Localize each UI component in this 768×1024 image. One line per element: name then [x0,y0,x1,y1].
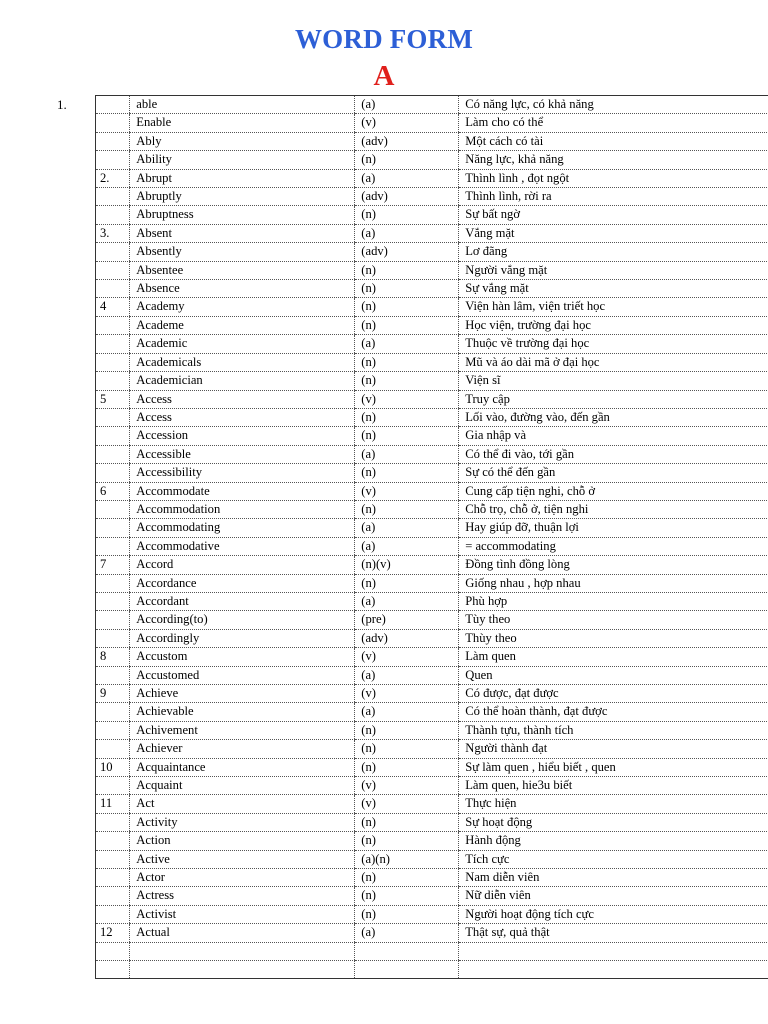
table-row [96,114,768,132]
meaning-cell: Thực hiện [459,795,768,813]
word-type-cell: (n) [355,574,459,592]
entry-number [96,813,130,831]
table-row [96,611,768,629]
word-cell: Ability [130,151,355,169]
meaning-cell: Làm quen, hie3u biết [459,777,768,795]
word-cell: Act [130,795,355,813]
word-type-cell: (a) [355,224,459,242]
table-row [96,703,768,721]
entry-number: 6 [96,482,130,500]
word-type-cell: (n) [355,869,459,887]
entry-number [96,96,130,114]
meaning-cell: Một cách có tài [459,132,768,150]
entry-number [96,611,130,629]
table-row [96,721,768,739]
meaning-cell [459,942,768,960]
meaning-cell: Có thể đi vào, tới gần [459,445,768,463]
meaning-cell: Thật sự, quả thật [459,924,768,942]
entry-number: 9 [96,685,130,703]
word-type-cell: (n) [355,758,459,776]
page-title: WORD FORM [294,24,474,54]
meaning-cell: Sự vắng mặt [459,280,768,298]
word-type-cell: (a) [355,335,459,353]
meaning-cell: Làm quen [459,648,768,666]
entry-number [96,408,130,426]
word-cell: Action [130,832,355,850]
meaning-cell: Sự có thể đến gần [459,464,768,482]
entry-number [96,353,130,371]
word-cell: Achivement [130,721,355,739]
entry-number [96,243,130,261]
word-cell: Accordant [130,592,355,610]
word-cell: Access [130,408,355,426]
word-cell: Achieve [130,685,355,703]
word-cell: Accommodative [130,537,355,555]
entry-number [96,666,130,684]
table-row [96,445,768,463]
word-type-cell: (a) [355,445,459,463]
meaning-cell: Làm cho có thể [459,114,768,132]
word-cell: Abrupt [130,169,355,187]
word-type-cell: (adv) [355,243,459,261]
table-row [96,758,768,776]
word-form-rows [96,96,768,979]
table-row [96,243,768,261]
table-row [96,151,768,169]
entry-number [96,592,130,610]
table-row [96,353,768,371]
table-row [96,556,768,574]
entry-number [96,316,130,334]
word-cell: Actual [130,924,355,942]
meaning-cell: Phù hợp [459,592,768,610]
entry-number [96,869,130,887]
entry-number [96,335,130,353]
meaning-cell: Cung cấp tiện nghi, chỗ ở [459,482,768,500]
table-row [96,132,768,150]
entry-number [96,261,130,279]
word-type-cell: (a) [355,666,459,684]
table-row [96,850,768,868]
word-type-cell: (a) [355,924,459,942]
word-cell: Academy [130,298,355,316]
table-row [96,316,768,334]
word-cell: Accommodate [130,482,355,500]
table-row [96,482,768,500]
word-cell: Accordingly [130,629,355,647]
entry-number [96,537,130,555]
word-cell: Accord [130,556,355,574]
table-row [96,685,768,703]
word-cell: Accustom [130,648,355,666]
word-type-cell: (v) [355,685,459,703]
word-cell: Accommodation [130,500,355,518]
meaning-cell: Vắng mặt [459,224,768,242]
entry-number: 3. [96,224,130,242]
table-row [96,519,768,537]
entry-number: 4 [96,298,130,316]
table-row [96,280,768,298]
entry-number [96,703,130,721]
entry-number [96,887,130,905]
entry-number: 5 [96,390,130,408]
meaning-cell: Hay giúp đỡ, thuận lợi [459,519,768,537]
table-row [96,169,768,187]
word-type-cell: (v) [355,795,459,813]
word-type-cell: (n) [355,316,459,334]
word-type-cell: (n) [355,298,459,316]
word-cell: Accession [130,427,355,445]
table-row [96,777,768,795]
word-cell: Active [130,850,355,868]
entry-number [96,280,130,298]
word-type-cell: (n)(v) [355,556,459,574]
meaning-cell: Nữ diễn viên [459,887,768,905]
entry-number [96,574,130,592]
word-cell: Enable [130,114,355,132]
entry-number [96,721,130,739]
word-form-table [95,95,768,979]
word-type-cell [355,942,459,960]
table-row [96,961,768,979]
word-cell: Accessible [130,445,355,463]
meaning-cell: Tích cực [459,850,768,868]
table-row [96,96,768,114]
word-cell: Actor [130,869,355,887]
meaning-cell: Thành tựu, thành tích [459,721,768,739]
word-type-cell: (a) [355,537,459,555]
meaning-cell: Thuộc về trường đại học [459,335,768,353]
table-row [96,206,768,224]
word-type-cell: (n) [355,832,459,850]
entry-number [96,132,130,150]
word-type-cell: (adv) [355,132,459,150]
word-cell [130,942,355,960]
table-row [96,740,768,758]
entry-number [96,188,130,206]
word-type-cell: (adv) [355,629,459,647]
word-type-cell: (v) [355,648,459,666]
word-cell: Academic [130,335,355,353]
entry-number [96,777,130,795]
meaning-cell: Nam diễn viên [459,869,768,887]
meaning-cell: Truy cập [459,390,768,408]
word-type-cell [355,961,459,979]
entry-number [96,942,130,960]
table-row [96,537,768,555]
table-row [96,464,768,482]
word-type-cell: (n) [355,721,459,739]
word-type-cell: (n) [355,280,459,298]
table-row [96,648,768,666]
word-type-cell: (v) [355,777,459,795]
entry-number: 10 [96,758,130,776]
table-row [96,574,768,592]
meaning-cell: Sự làm quen , hiểu biết , quen [459,758,768,776]
meaning-cell: Hành động [459,832,768,850]
table-row [96,832,768,850]
meaning-cell: Lối vào, đường vào, đến gần [459,408,768,426]
meaning-cell: Gia nhập và [459,427,768,445]
table-row [96,942,768,960]
word-type-cell: (v) [355,390,459,408]
word-cell: Accessibility [130,464,355,482]
word-cell: Access [130,390,355,408]
table-row [96,500,768,518]
word-type-cell: (a) [355,703,459,721]
meaning-cell: Thùy theo [459,629,768,647]
meaning-cell: Thình lình, rời ra [459,188,768,206]
word-type-cell: (a) [355,519,459,537]
table-row [96,592,768,610]
word-type-cell: (a)(n) [355,850,459,868]
entry-number [96,372,130,390]
entry-number [96,629,130,647]
word-cell: Accordance [130,574,355,592]
table-row [96,795,768,813]
word-type-cell: (n) [355,206,459,224]
word-cell: Acquaint [130,777,355,795]
word-type-cell: (v) [355,482,459,500]
table-row [96,924,768,942]
word-cell: Accommodating [130,519,355,537]
word-cell: Academician [130,372,355,390]
word-type-cell: (v) [355,114,459,132]
meaning-cell: Đồng tình đồng lòng [459,556,768,574]
table-row [96,905,768,923]
word-type-cell: (n) [355,261,459,279]
meaning-cell: Có được, đạt được [459,685,768,703]
meaning-cell: Sự bất ngờ [459,206,768,224]
entry-number: 8 [96,648,130,666]
meaning-cell: Giống nhau , hợp nhau [459,574,768,592]
table-row [96,887,768,905]
word-cell: Academicals [130,353,355,371]
word-cell: Activity [130,813,355,831]
word-type-cell: (n) [355,353,459,371]
word-cell: Academe [130,316,355,334]
entry-number [96,151,130,169]
entry-number [96,206,130,224]
word-cell: Achievable [130,703,355,721]
word-cell: Actress [130,887,355,905]
meaning-cell: Có năng lực, có khả năng [459,96,768,114]
meaning-cell: Người vắng mặt [459,261,768,279]
meaning-cell: Viện sĩ [459,372,768,390]
meaning-cell: Mũ và áo dài mã ở đại học [459,353,768,371]
entry-number [96,961,130,979]
word-cell: Activist [130,905,355,923]
word-type-cell: (n) [355,740,459,758]
word-cell: Abruptness [130,206,355,224]
entry-number: 12 [96,924,130,942]
meaning-cell: Lơ đãng [459,243,768,261]
meaning-cell: Sự hoạt động [459,813,768,831]
table-row [96,427,768,445]
word-cell: Ably [130,132,355,150]
word-cell: According(to) [130,611,355,629]
section-letter: A [373,60,395,92]
word-type-cell: (n) [355,151,459,169]
table-row [96,666,768,684]
word-type-cell: (a) [355,592,459,610]
word-type-cell: (n) [355,372,459,390]
word-type-cell: (n) [355,427,459,445]
word-type-cell: (n) [355,905,459,923]
table-row [96,408,768,426]
word-cell: Abruptly [130,188,355,206]
word-cell: Absentee [130,261,355,279]
meaning-cell: Năng lực, khả năng [459,151,768,169]
word-type-cell: (n) [355,408,459,426]
meaning-cell: Tùy theo [459,611,768,629]
entry-number [96,740,130,758]
word-cell: Achiever [130,740,355,758]
table-row [96,261,768,279]
meaning-cell: Viện hàn lâm, viện triết học [459,298,768,316]
table-row [96,390,768,408]
entry-number [96,500,130,518]
entry-number: 11 [96,795,130,813]
entry-number: 2. [96,169,130,187]
entry-number [96,850,130,868]
meaning-cell: Có thể hoàn thành, đạt được [459,703,768,721]
table-row [96,813,768,831]
entry-number [96,519,130,537]
table-row [96,335,768,353]
meaning-cell: Quen [459,666,768,684]
table-row [96,629,768,647]
meaning-cell: Người hoạt động tích cực [459,905,768,923]
list-number: 1. [57,97,67,112]
word-type-cell: (n) [355,500,459,518]
word-cell: Absently [130,243,355,261]
word-type-cell: (pre) [355,611,459,629]
entry-number [96,445,130,463]
meaning-cell: Thình lình , đọt ngột [459,169,768,187]
table-row [96,869,768,887]
word-type-cell: (a) [355,169,459,187]
word-type-cell: (n) [355,887,459,905]
word-type-cell: (n) [355,464,459,482]
meaning-cell: = accommodating [459,537,768,555]
entry-number [96,427,130,445]
word-type-cell: (a) [355,96,459,114]
meaning-cell [459,961,768,979]
word-type-cell: (n) [355,813,459,831]
table-row [96,298,768,316]
table-row [96,188,768,206]
table-row [96,372,768,390]
entry-number [96,905,130,923]
word-cell: able [130,96,355,114]
table-row [96,224,768,242]
word-cell: Acquaintance [130,758,355,776]
word-cell [130,961,355,979]
meaning-cell: Học viện, trường đại học [459,316,768,334]
word-cell: Absent [130,224,355,242]
word-cell: Absence [130,280,355,298]
meaning-cell: Chỗ trọ, chỗ ở, tiện nghi [459,500,768,518]
meaning-cell: Người thành đạt [459,740,768,758]
entry-number: 7 [96,556,130,574]
word-type-cell: (adv) [355,188,459,206]
word-cell: Accustomed [130,666,355,684]
entry-number [96,464,130,482]
entry-number [96,114,130,132]
entry-number [96,832,130,850]
